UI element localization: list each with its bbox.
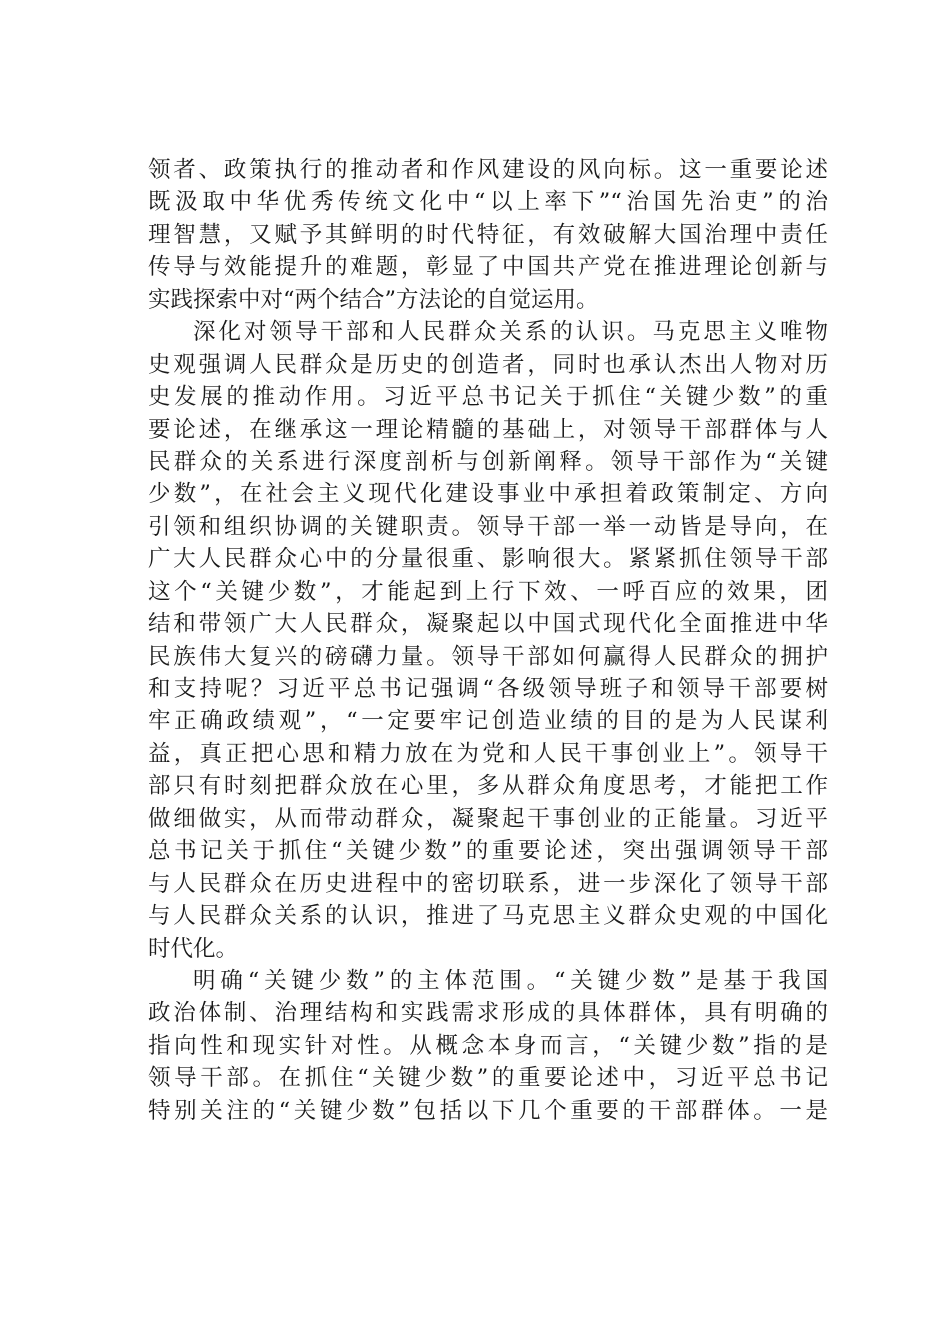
text-line: 既汲取中华优秀传统文化中“以上率下”“治国先治吏”的治 xyxy=(148,189,828,216)
text-line: 政治体制、治理结构和实践需求形成的具体群体，具有明确的 xyxy=(148,1000,828,1027)
text-line: 引领和组织协调的关键职责。领导干部一举一动皆是导向，在 xyxy=(148,513,828,540)
text-line: 实践探索中对“两个结合”方法论的自觉运用。 xyxy=(148,286,599,313)
text-line: 传导与效能提升的难题，彰显了中国共产党在推进理论创新与 xyxy=(148,254,828,281)
text-line: 少数”，在社会主义现代化建设事业中承担着政策制定、方向 xyxy=(148,481,828,508)
paragraph-heading-line: 深化对领导干部和人民群众关系的认识。马克思主义唯物 xyxy=(193,319,828,346)
paragraph-heading-line: 明确“关键少数”的主体范围。“关键少数”是基于我国 xyxy=(193,967,828,994)
text-line: 领者、政策执行的推动者和作风建设的风向标。这一重要论述 xyxy=(148,157,828,183)
text-line: 史发展的推动作用。习近平总书记关于抓住“关键少数”的重 xyxy=(148,384,828,411)
text-line: 与人民群众在历史进程中的密切联系，进一步深化了领导干部 xyxy=(148,870,828,897)
text-line: 指向性和现实针对性。从概念本身而言，“关键少数”指的是 xyxy=(148,1032,828,1059)
body-text xyxy=(148,154,828,1127)
text-line: 与人民群众关系的认识，推进了马克思主义群众史观的中国化 xyxy=(148,903,828,930)
text-line: 部只有时刻把群众放在心里，多从群众角度思考，才能把工作 xyxy=(148,773,828,800)
text-line: 做细做实，从而带动群众，凝聚起干事创业的正能量。习近平 xyxy=(148,805,828,832)
text-line: 广大人民群众心中的分量很重、影响很大。紧紧抓住领导干部 xyxy=(148,546,828,573)
text-line: 益，真正把心思和精力放在为党和人民干事创业上”。领导干 xyxy=(148,740,828,767)
text-line: 要论述，在继承这一理论精髓的基础上，对领导干部群体与人 xyxy=(148,416,828,443)
text-line: 时代化。 xyxy=(148,935,239,962)
text-line: 牢正确政绩观”，“一定要牢记创造业绩的目的是为人民谋利 xyxy=(148,708,828,735)
text-line: 特别关注的“关键少数”包括以下几个重要的干部群体。一是 xyxy=(148,1097,828,1124)
text-line: 结和带领广大人民群众，凝聚起以中国式现代化全面推进中华 xyxy=(148,611,828,638)
text-line: 和支持呢？习近平总书记强调“各级领导班子和领导干部要树 xyxy=(148,676,828,702)
text-line: 总书记关于抓住“关键少数”的重要论述，突出强调领导干部 xyxy=(148,838,828,865)
text-line: 民群众的关系进行深度剖析与创新阐释。领导干部作为“关键 xyxy=(148,448,828,475)
text-line: 理智慧，又赋予其鲜明的时代特征，有效破解大国治理中责任 xyxy=(148,221,828,248)
text-line: 史观强调人民群众是历史的创造者，同时也承认杰出人物对历 xyxy=(148,351,828,378)
text-line: 这个“关键少数”，才能起到上行下效、一呼百应的效果，团 xyxy=(148,578,828,605)
text-line: 民族伟大复兴的磅礴力量。领导干部如何赢得人民群众的拥护 xyxy=(148,643,828,670)
text-line: 领导干部。在抓住“关键少数”的重要论述中，习近平总书记 xyxy=(148,1065,828,1092)
